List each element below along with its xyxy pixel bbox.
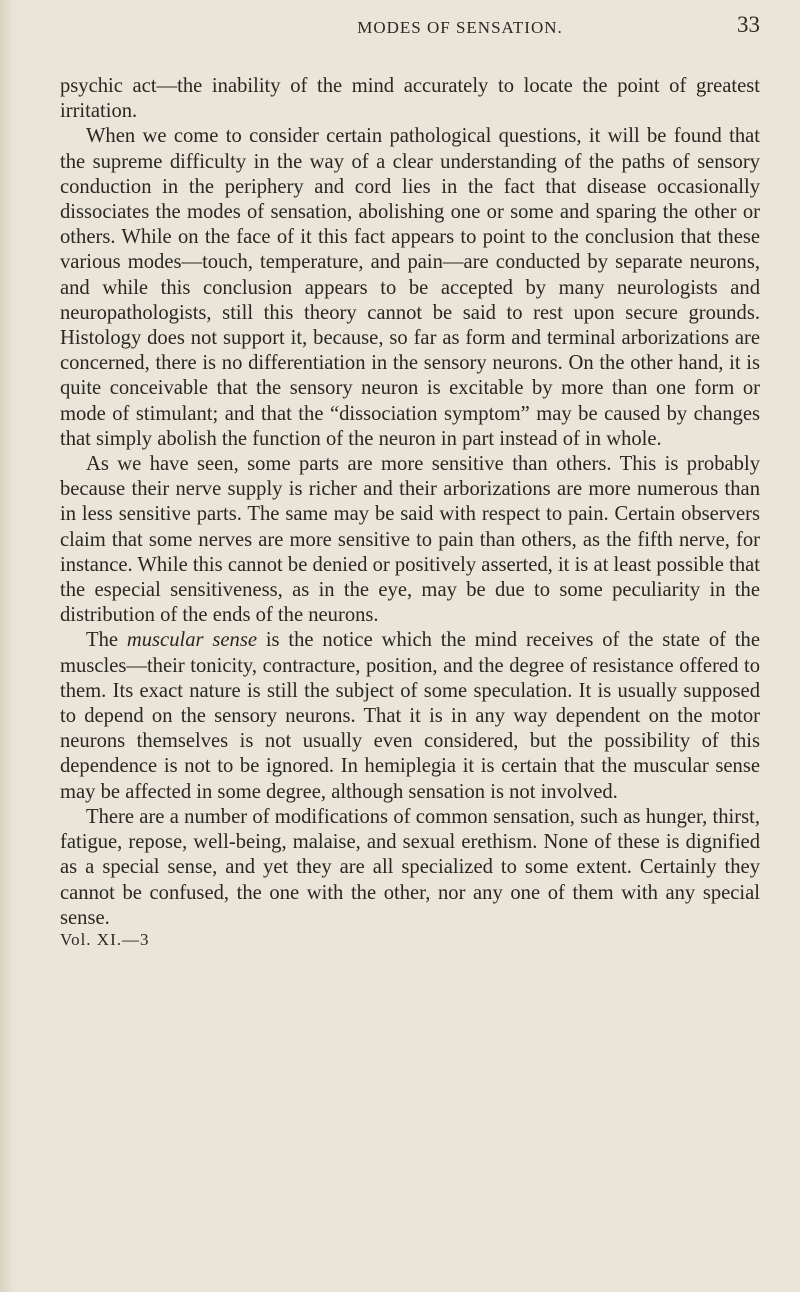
paragraph-pathological: When we come to consider certain pathological questions, it will be found that the supreme difficulty in the way of a clear understanding of the paths of sensory conduction in the periphery and cord lies in the fact that disease occasionally dissociates the modes of sensation, abolishing one or some and sparing the other or others. While on the face of it this fact appears to point to the conclusion that these various modes—touch, temperature, and pain—are conducted by separate neurons, and while this conclusion appears to be accepted by many neurologists and neuropathologists, still this theory cannot be said to rest upon secure grounds. Histology does not support it, because, so far as form and terminal arborizations are concerned, there is no differentiation in the sensory neurons. On the other hand, it is quite conceivable that the sensory neuron is excitable by more than one form or mode of stimulant; and that the “dissociation symptom” may be caused by changes that simply abolish the function of the neuron in part instead of in whole. — [60, 125, 760, 450]
paragraph-continuation: psychic act—the inability of the mind accurately to locate the point of greatest irritation. — [60, 75, 760, 123]
body-text — [60, 74, 760, 952]
running-head — [60, 0, 760, 44]
paragraph-muscular-sense — [60, 628, 760, 804]
paragraph-sensitivity: As we have seen, some parts are more sensitive than others. This is probably because their nerve supply is richer and their arborizations are more numerous than in less sensitive parts. The same may be said with respect to pain. Certain observers claim that some nerves are more sensitive to pain than others, as the fifth nerve, for instance. While this cannot be denied or positively asserted, it is at least possible that the especial sensitiveness, as in the eye, may be due to some peculiarity in the distribution of the ends of the neurons. — [60, 453, 760, 627]
muscular-sense-term: muscular sense — [126, 629, 257, 652]
page-number: 33 — [737, 12, 760, 37]
running-title: MODES OF SENSATION. — [357, 18, 563, 37]
signature-mark: Vol. XI.—3 — [60, 929, 150, 949]
muscular-rest: is the notice which the mind receives of the state of the muscles—their tonicity, contracture, position, and the degree of resistance offered to them. Its exact nature is still the subject of some speculation. It is usually supposed to depend on the sensory neurons. That it is in any way dependent on the motor neurons themselves is not usually even considered, but the possibility of this dependence is not to be ignored. In hemiplegia it is certain that the muscular sense may be affected in some degree, although sensation is not involved. — [60, 629, 760, 803]
muscular-lead: The — [86, 629, 127, 652]
paragraph-modifications: There are a number of modifications of common sensation, such as hunger, thirst, fatigue, repose, well-being, malaise, and sexual erethism. None of these is dignified as a special sense, and yet they are all specialized to some extent. Certainly they cannot be confused, the one with the other, nor any one of them with any special sense. — [60, 805, 760, 929]
page-spine-shadow — [0, 0, 14, 1292]
book-page — [60, 0, 760, 952]
